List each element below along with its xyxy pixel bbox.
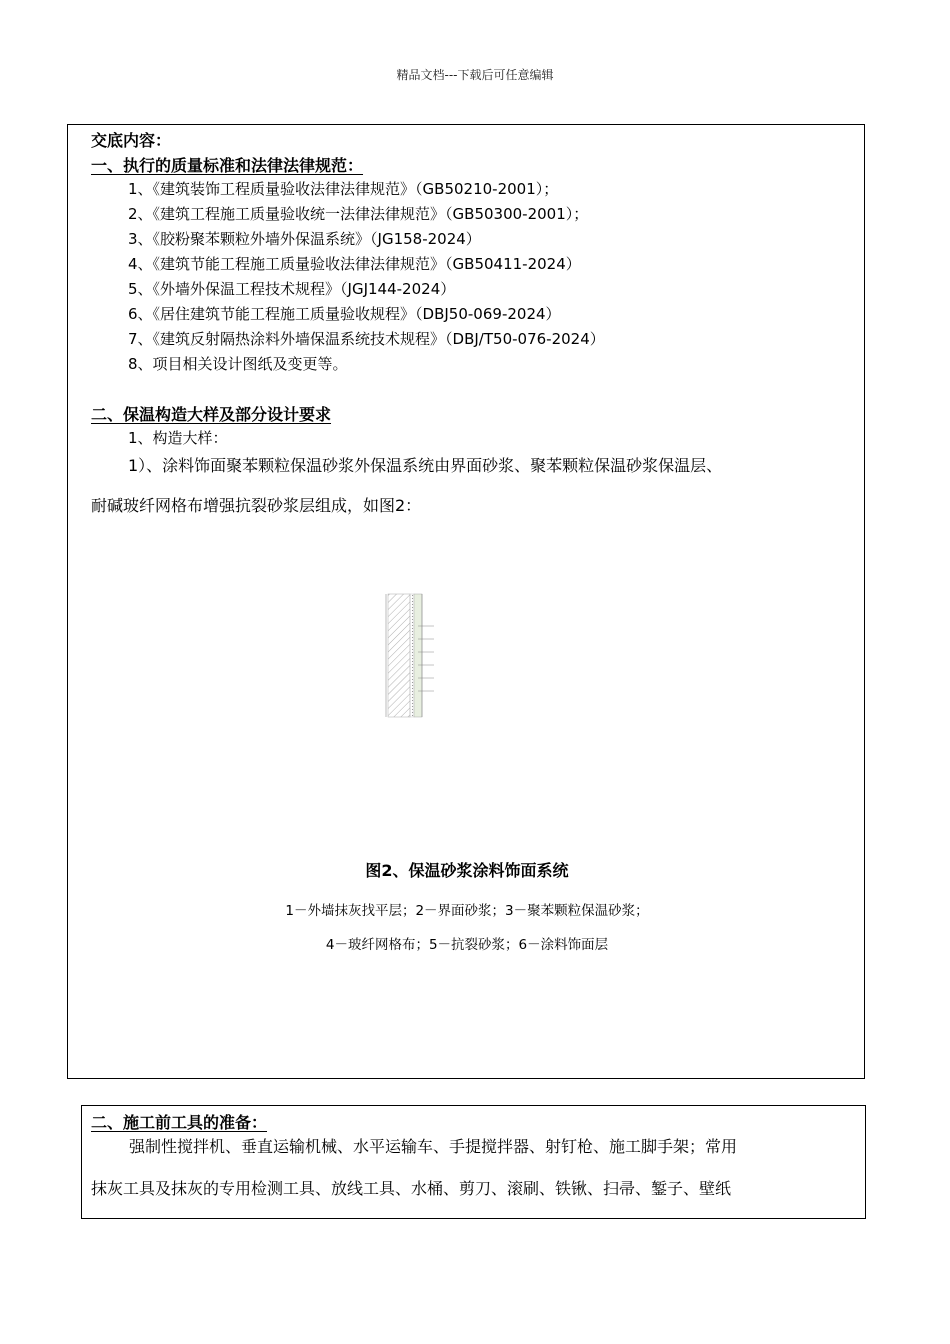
figure-legend: 1－外墙抹灰找平层；2－界面砂浆；3－聚苯颗粒保温砂浆； <box>285 903 649 919</box>
standard-item: 4、《建筑节能工程施工质量验收法律法律规范》（GB50411-2024） <box>128 255 581 273</box>
standard-item: 8、项目相关设计图纸及变更等。 <box>128 355 348 373</box>
mortar-layer <box>410 594 414 717</box>
standard-item: 2、《建筑工程施工质量验收统一法律法律规范》（GB50300-2001）； <box>128 205 589 223</box>
standard-item: 3、《胶粉聚苯颗粒外墙外保温系统》（JG158-2024） <box>128 230 481 248</box>
paragraph-line: 抹灰工具及抹灰的专用检测工具、放线工具、水桶、剪刀、滚刷、铁锹、扫帚、錾子、壁纸 <box>91 1179 732 1198</box>
insulation-layer <box>414 594 422 717</box>
section-title: 二、施工前工具的准备： <box>91 1113 268 1132</box>
paragraph-line: 1）、涂料饰面聚苯颗粒保温砂浆外保温系统由界面砂浆、聚苯颗粒保温砂浆保温层、 <box>128 456 723 475</box>
figure-caption: 图2、保温砂浆涂料饰面系统 <box>365 861 569 880</box>
construction-detail-drawing <box>378 591 458 721</box>
tools-box <box>81 1105 866 1219</box>
section1-title: 一、执行的质量标准和法律法律规范： <box>91 156 364 175</box>
figure-legend: 4－玻纤网格布；5－抗裂砂浆；6－涂料饰面层 <box>325 937 609 953</box>
paragraph-line: 强制性搅拌机、垂直运输机械、水平运输车、手提搅拌器、射钉枪、施工脚手架；常用 <box>129 1137 738 1156</box>
standard-item: 6、《居住建筑节能工程施工质量验收规程》（DBJ50-069-2024） <box>128 305 561 323</box>
standard-item: 1、《建筑装饰工程质量验收法律法律规范》（GB50210-2001）； <box>128 180 559 198</box>
section2-title: 二、保温构造大样及部分设计要求 <box>91 405 332 424</box>
standard-item: 5、《外墙外保温工程技术规程》（JGJ144-2024） <box>128 280 456 298</box>
subsection-title: 1、构造大样： <box>128 429 228 447</box>
page-header: 精品文档---下载后可任意编辑 <box>396 68 554 82</box>
content-box <box>67 124 865 1079</box>
box-title: 交底内容： <box>91 131 172 150</box>
wall-hatch <box>388 594 410 717</box>
paragraph-line: 耐碱玻纤网格布增强抗裂砂浆层组成，如图2： <box>91 496 422 515</box>
standard-item: 7、《建筑反射隔热涂料外墙保温系统技术规程》（DBJ/T50-076-2024） <box>128 330 605 348</box>
